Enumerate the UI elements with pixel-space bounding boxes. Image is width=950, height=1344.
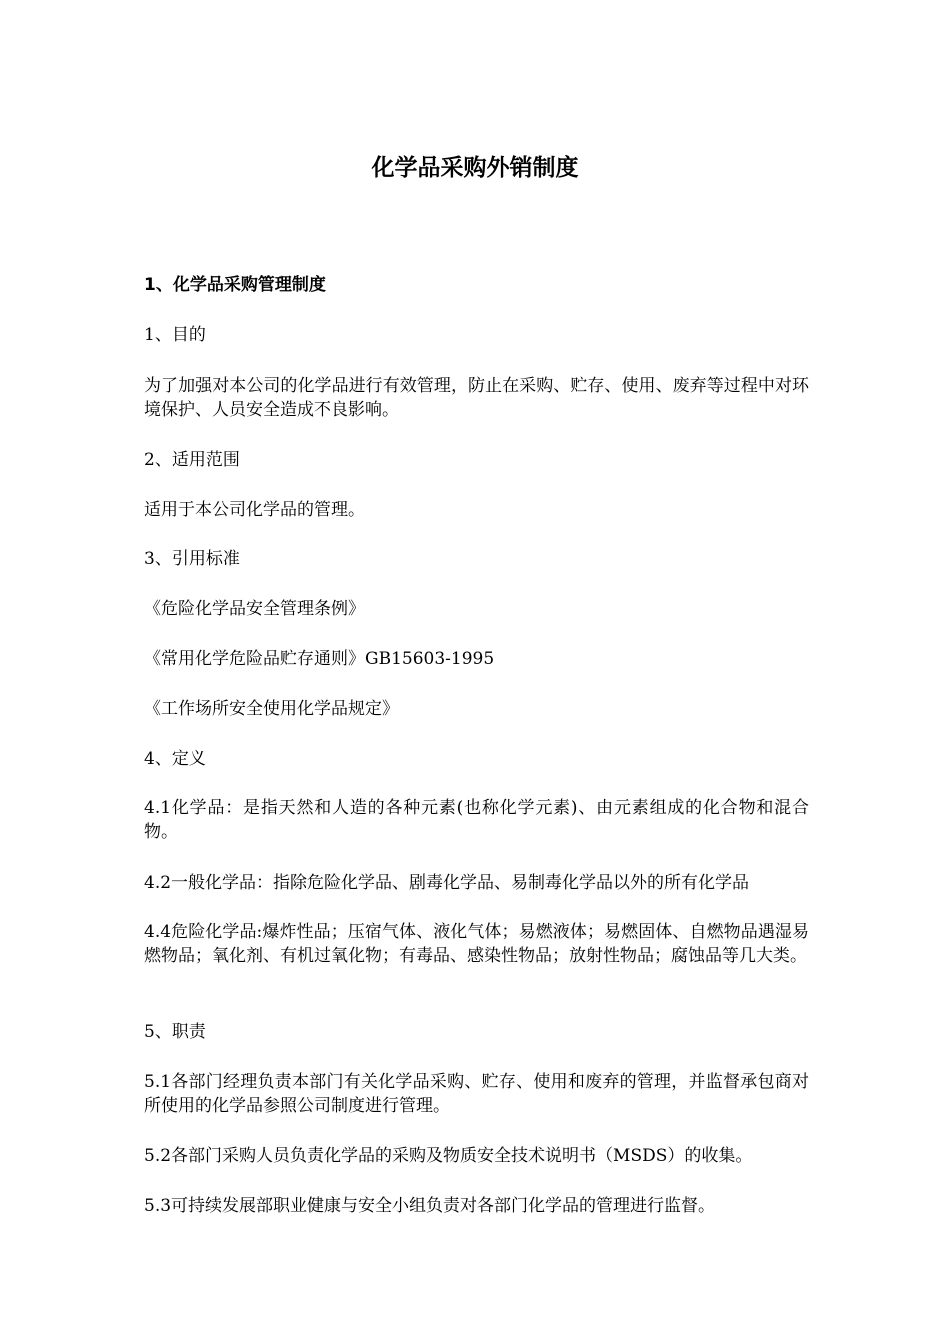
paragraph-duty-5-2: 5.2各部门采购人员负责化学品的采购及物质安全技术说明书（MSDS）的收集。 (144, 1146, 753, 1166)
document-title: 化学品采购外销制度 (371, 155, 579, 181)
paragraph-scope-body: 适用于本公司化学品的管理。 (144, 500, 365, 520)
paragraph-definitions-heading: 4、定义 (144, 749, 206, 769)
paragraph-definition-4-4: 4.4危险化学品:爆炸性品；压宿气体、液化气体；易燃液体；易燃固体、自燃物品遇湿易燃物品；氧化剂、有机过氧化物；有毒品、感染性物品；放射性物品；腐蚀品等几大类。 (144, 922, 809, 966)
paragraph-definition-4-1: 4.1化学品：是指天然和人造的各种元素(也称化学元素)、由元素组成的化合物和混合物。 (144, 798, 809, 842)
paragraph-purpose-heading: 1、目的 (144, 325, 206, 345)
section-heading: 1、化学品采购管理制度 (144, 275, 326, 295)
paragraph-standard-2: 《常用化学危险品贮存通则》GB15603-1995 (144, 649, 495, 669)
paragraph-scope-heading: 2、适用范围 (144, 450, 240, 470)
paragraph-duties-heading: 5、职责 (144, 1022, 206, 1042)
paragraph-standard-3: 《工作场所安全使用化学品规定》 (144, 699, 399, 719)
paragraph-purpose-body: 为了加强对本公司的化学品进行有效管理，防止在采购、贮存、使用、废弃等过程中对环境保护、人员安全造成不良影响。 (144, 376, 809, 420)
paragraph-standards-heading: 3、引用标准 (144, 549, 240, 569)
paragraph-standard-1: 《危险化学品安全管理条例》 (144, 599, 365, 619)
paragraph-duty-5-1: 5.1各部门经理负责本部门有关化学品采购、贮存、使用和废弃的管理，并监督承包商对所使用的化学品参照公司制度进行管理。 (144, 1072, 809, 1116)
paragraph-definition-4-2: 4.2一般化学品：指除危险化学品、剧毒化学品、易制毒化学品以外的所有化学品 (144, 873, 750, 893)
paragraph-duty-5-3: 5.3可持续发展部职业健康与安全小组负责对各部门化学品的管理进行监督。 (144, 1196, 716, 1216)
